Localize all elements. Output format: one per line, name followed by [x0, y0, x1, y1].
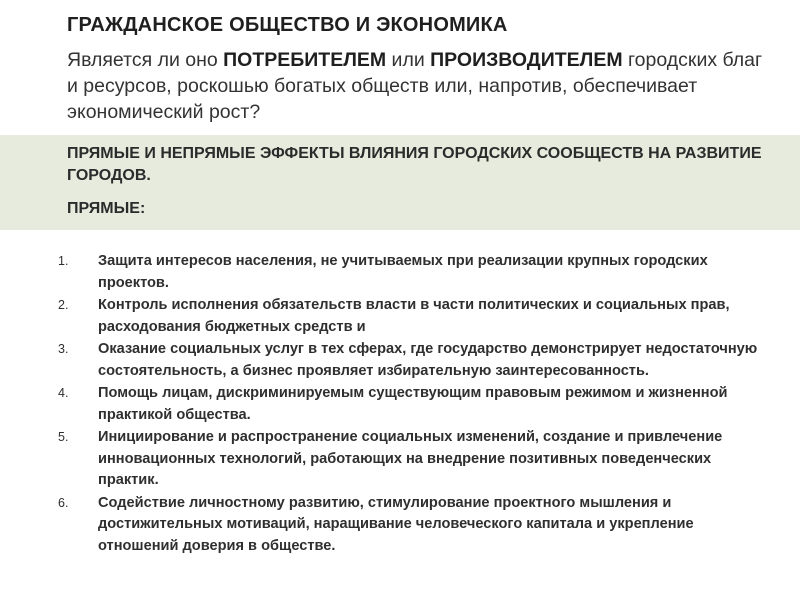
- list-item-text: Инициирование и распространение социальных изменений, создание и привлечение инновационных технологий, работающих на внедрение позитивных поведенческих практик.: [98, 429, 723, 488]
- section-subheading: ПРЯМЫЕ:: [67, 200, 146, 217]
- list-item-text: Защита интересов населения, не учитываемых при реализации крупных городских проектов.: [98, 253, 708, 291]
- list-item-number: 3.: [58, 342, 69, 356]
- subtitle-text-2: или: [386, 49, 431, 71]
- list-item-text: Содействие личностному развитию, стимулирование проектного мышления и достижительных мотиваций, наращивание человеческого капитала и укрепление отношений доверия в обществе.: [98, 494, 694, 554]
- section-heading: ПРЯМЫЕ И НЕПРЯМЫЕ ЭФФЕКТЫ ВЛИЯНИЯ ГОРОДСКИХ СООБЩЕСТВ НА РАЗВИТИЕ ГОРОДОВ.: [67, 145, 762, 184]
- list-item-text: Контроль исполнения обязательств власти в части политических и социальных прав, расходования бюджетных средств и: [98, 297, 730, 335]
- slide-title: ГРАЖДАНСКОЕ ОБЩЕСТВО И ЭКОНОМИКА: [67, 14, 508, 36]
- list-item-number: 6.: [58, 495, 69, 510]
- list-item-number: 1.: [58, 254, 69, 268]
- list-item: [54, 251, 774, 294]
- list-item: [54, 493, 774, 558]
- list-item-number: 5.: [58, 430, 69, 444]
- subtitle-text-3: городских благ и ресурсов, роскошью богатых обществ или, напротив, обеспечивает экономический рост?: [67, 49, 763, 123]
- list-item-number: 4.: [58, 386, 69, 400]
- list-item-text: Помощь лицам, дискриминируемым существующим правовым режимом и жизненной практикой общества.: [98, 385, 728, 423]
- list-item-text: Оказание социальных услуг в тех сферах, где государство демонстрирует недостаточную состоятельность, а бизнес проявляет избирательную заинтересованность.: [98, 341, 758, 379]
- effects-list: [54, 251, 774, 558]
- slide-subtitle: [67, 47, 767, 125]
- subtitle-emphasis-consumer: ПОТРЕБИТЕЛЕМ: [223, 49, 387, 71]
- subtitle-text-1: Является ли оно: [67, 49, 224, 71]
- list-item: [54, 427, 774, 492]
- list-item: [54, 339, 774, 382]
- subtitle-emphasis-producer: ПРОИЗВОДИТЕЛЕМ: [430, 49, 623, 71]
- list-item: [54, 383, 774, 426]
- list-item-number: 2.: [58, 298, 69, 312]
- list-item: [54, 295, 774, 338]
